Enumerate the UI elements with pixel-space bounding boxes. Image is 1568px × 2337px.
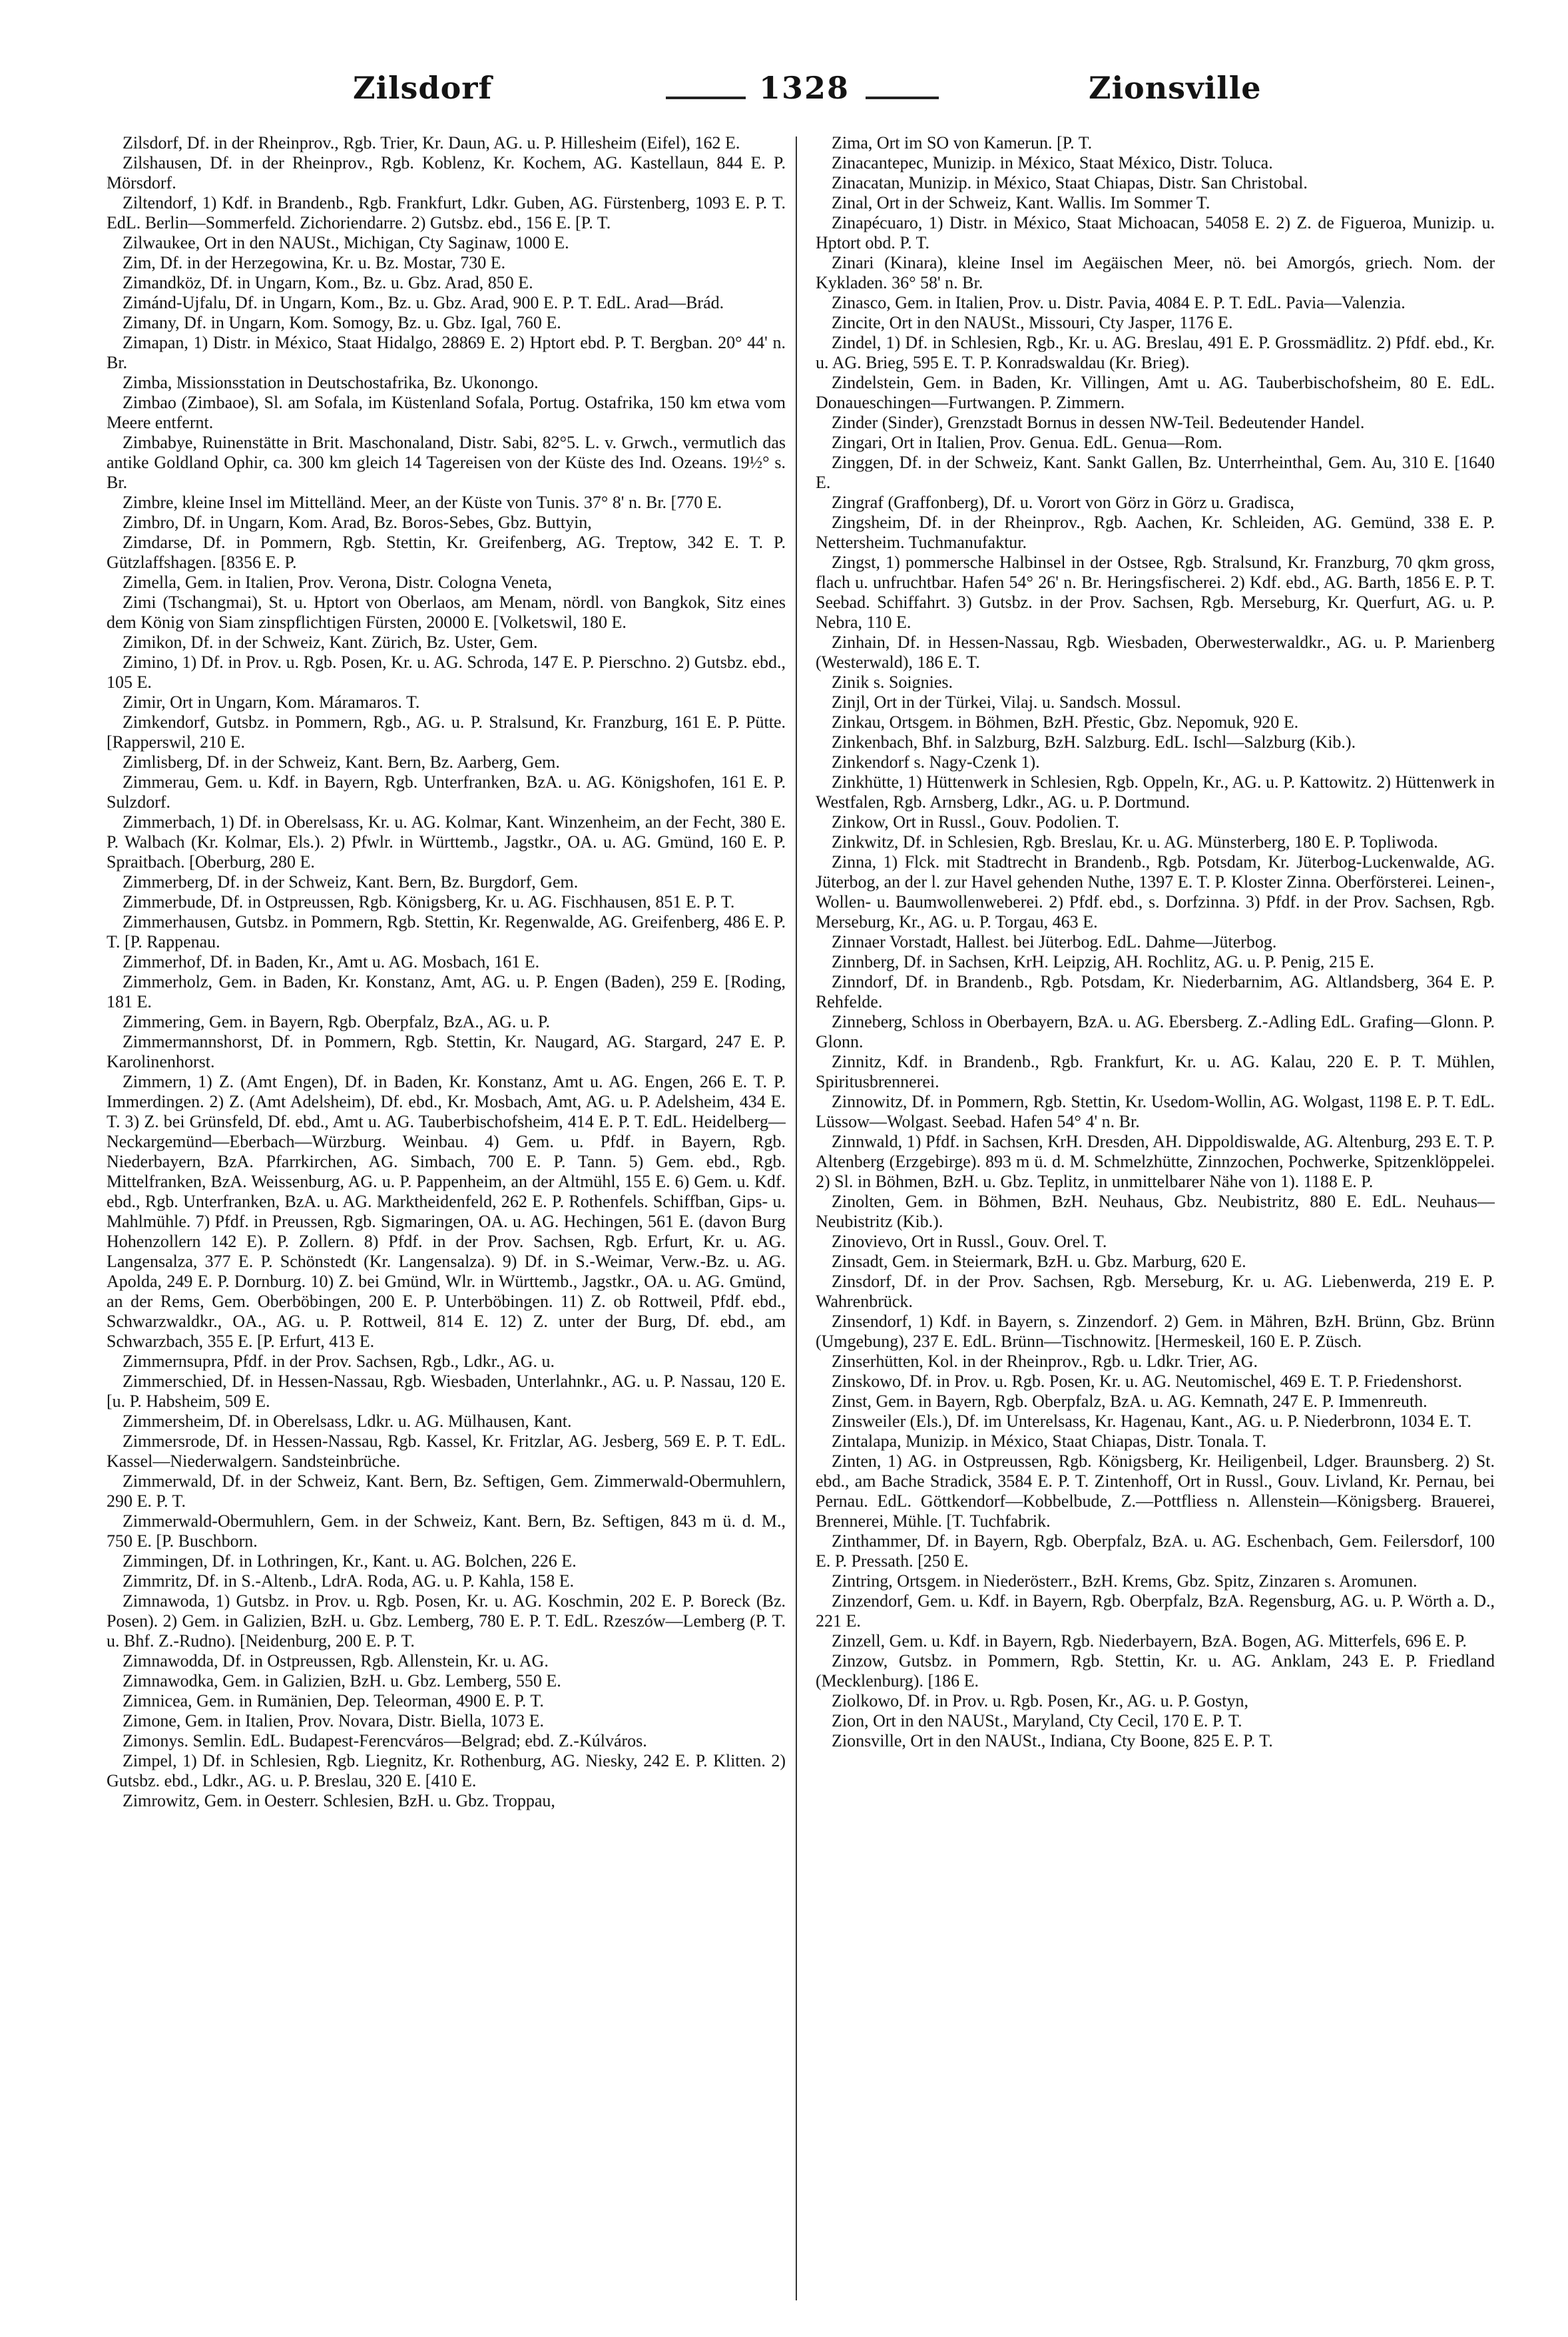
gazetteer-entry: Zimino, 1) Df. in Prov. u. Rgb. Posen, Kr. u. AG. Schroda, 147 E. P. Pierschno. 2) Gutsbz. ebd., 105 E. <box>107 652 786 692</box>
gazetteer-entry: Zimmerbach, 1) Df. in Oberelsass, Kr. u. AG. Kolmar, Kant. Winzenheim, an der Fecht, 380 E. P. Walbach (Kr. Kolmar, Els.). 2) Pfwlr. in Württemb., Jagstkr., OA. u. AG. Gmünd, 160 E. P. Spraitbach. [Oberburg, 280 E. <box>107 812 786 872</box>
gazetteer-entry: Zimbabye, Ruinenstätte in Brit. Maschonaland, Distr. Sabi, 82°5. L. v. Grwch., vermutlich das antike Goldland Ophir, ca. 300 km gleich 14 Tagereisen von der Küste des Ind. Ozeans. 19½° s. Br. <box>107 433 786 492</box>
header-left-word: Zilsdorf <box>353 70 493 106</box>
gazetteer-entry: Zinacantepec, Munizip. in México, Staat México, Distr. Toluca. <box>832 153 1273 172</box>
gazetteer-entry: Zingari, Ort in Italien, Prov. Genua. EdL. Genua—Rom. <box>832 433 1222 452</box>
gazetteer-entry: Zimkendorf, Gutsbz. in Pommern, Rgb., AG. u. P. Stralsund, Kr. Franzburg, 161 E. P. Pütte. [Rapperswil, 210 E. <box>107 712 786 752</box>
gazetteer-entry: Zinsdorf, Df. in der Prov. Sachsen, Rgb. Merseburg, Kr. u. AG. Liebenwerda, 219 E. P. Wahrenbrück. <box>816 1272 1495 1311</box>
header-dash-right <box>866 97 939 99</box>
right-column <box>816 133 1495 2310</box>
gazetteer-entry: Zinsweiler (Els.), Df. im Unterelsass, Kr. Hagenau, Kant., AG. u. P. Niederbronn, 1034 E. T. <box>832 1412 1471 1431</box>
page-number: 1328 <box>759 70 850 106</box>
gazetteer-entry: Zimpel, 1) Df. in Schlesien, Rgb. Liegnitz, Kr. Rothenburg, AG. Niesky, 242 E. P. Klitten. 2) Gutsbz. ebd., Ldkr., AG. u. P. Breslau, 320 E. [410 E. <box>107 1751 786 1790</box>
gazetteer-entry: Zimnawodka, Gem. in Galizien, BzH. u. Gbz. Lemberg, 550 E. <box>123 1671 561 1690</box>
gazetteer-entry: Zimmermannshorst, Df. in Pommern, Rgb. Stettin, Kr. Naugard, AG. Stargard, 247 E. P. Karolinenhorst. <box>107 1032 786 1071</box>
gazetteer-entry: Zimbao (Zimbaoe), Sl. am Sofala, im Küstenland Sofala, Portug. Ostafrika, 150 km etwa vom Meere entfernt. <box>107 393 786 432</box>
gazetteer-entry: Zinggen, Df. in der Schweiz, Kant. Sankt Gallen, Bz. Unterrheinthal, Gem. Au, 310 E. [1640 E. <box>816 453 1495 492</box>
gazetteer-entry: Zim, Df. in der Herzegowina, Kr. u. Bz. Mostar, 730 E. <box>123 253 506 272</box>
gazetteer-entry: Zimmerbude, Df. in Ostpreussen, Rgb. Königsberg, Kr. u. AG. Fischhausen, 851 E. P. T. <box>123 892 735 911</box>
gazetteer-entry: Zilshausen, Df. in der Rheinprov., Rgb. Koblenz, Kr. Kochem, AG. Kastellaun, 844 E. P. Mörsdorf. <box>107 153 786 192</box>
gazetteer-entry: Zinkendorf s. Nagy-Czenk 1). <box>832 752 1040 772</box>
gazetteer-entry: Zinndorf, Df. in Brandenb., Rgb. Potsdam, Kr. Niederbarnim, AG. Altlandsberg, 364 E. P. Rehfelde. <box>816 972 1495 1011</box>
gazetteer-entry: Zinserhütten, Kol. in der Rheinprov., Rgb. u. Ldkr. Trier, AG. <box>832 1352 1258 1371</box>
gazetteer-entry: Zinneberg, Schloss in Oberbayern, BzA. u. AG. Ebersberg. Z.-Adling EdL. Grafing—Glonn. P. Glonn. <box>816 1012 1495 1051</box>
gazetteer-entry: Zimmerhausen, Gutsbz. in Pommern, Rgb. Stettin, Kr. Regenwalde, AG. Greifenberg, 486 E. P. T. [P. Rappenau. <box>107 912 786 951</box>
gazetteer-entry: Zinzendorf, Gem. u. Kdf. in Bayern, Rgb. Oberpfalz, BzA. Regensburg, AG. u. P. Wörth a. D., 221 E. <box>816 1591 1495 1631</box>
page-header <box>0 70 1568 130</box>
gazetteer-entry: Zintring, Ortsgem. in Niederösterr., BzH. Krems, Gbz. Spitz, Zinzaren s. Aromunen. <box>832 1571 1418 1591</box>
gazetteer-entry: Zinthammer, Df. in Bayern, Rgb. Oberpfalz, BzA. u. AG. Eschenbach, Gem. Feilersdorf, 100 E. P. Pressath. [250 E. <box>816 1531 1495 1571</box>
gazetteer-entry: Zilsdorf, Df. in der Rheinprov., Rgb. Trier, Kr. Daun, AG. u. P. Hillesheim (Eifel), 162 E. <box>123 133 740 152</box>
left-column <box>107 133 786 2310</box>
gazetteer-entry: Zinnitz, Kdf. in Brandenb., Rgb. Frankfurt, Kr. u. AG. Kalau, 220 E. P. T. Mühlen, Spiritusbrennerei. <box>816 1052 1495 1091</box>
gazetteer-entry: Zimmerberg, Df. in der Schweiz, Kant. Bern, Bz. Burgdorf, Gem. <box>123 872 579 892</box>
gazetteer-entry: Zimnicea, Gem. in Rumänien, Dep. Teleorman, 4900 E. P. T. <box>123 1691 544 1710</box>
gazetteer-entry: Zimba, Missionsstation in Deutschostafrika, Bz. Ukonongo. <box>123 373 539 392</box>
gazetteer-entry: Zingraf (Graffonberg), Df. u. Vorort von Görz in Görz u. Gradisca, <box>832 493 1294 512</box>
gazetteer-entry: Zinst, Gem. in Bayern, Rgb. Oberpfalz, BzA. u. AG. Kemnath, 247 E. P. Immenreuth. <box>832 1392 1428 1411</box>
gazetteer-entry: Zinnaer Vorstadt, Hallest. bei Jüterbog. EdL. Dahme—Jüterbog. <box>832 932 1277 951</box>
gazetteer-entry: Zimánd-Ujfalu, Df. in Ungarn, Kom., Bz. u. Gbz. Arad, 900 E. P. T. EdL. Arad—Brád. <box>123 293 724 312</box>
gazetteer-entry: Zimandköz, Df. in Ungarn, Kom., Bz. u. Gbz. Arad, 850 E. <box>123 273 533 292</box>
gazetteer-entry: Ziltendorf, 1) Kdf. in Brandenb., Rgb. Frankfurt, Ldkr. Guben, AG. Fürstenberg, 1093 E. P. T. EdL. Berlin—Sommerfeld. Zichoriendarre. 2) Gutsbz. ebd., 156 E. [P. T. <box>107 193 786 232</box>
gazetteer-entry: Zimnawoda, 1) Gutsbz. in Prov. u. Rgb. Posen, Kr. u. AG. Koschmin, 202 E. P. Boreck (Bz. Posen). 2) Gem. in Galizien, BzH. u. Gbz. Lemberg, 780 E. P. T. EdL. Rzeszów—Lemberg (P. T. u. Bhf. Z.-Rudno). [Neidenburg, 200 E. P. T. <box>107 1591 786 1651</box>
gazetteer-entry: Zimone, Gem. in Italien, Prov. Novara, Distr. Biella, 1073 E. <box>123 1711 545 1730</box>
gazetteer-entry: Zinten, 1) AG. in Ostpreussen, Rgb. Königsberg, Kr. Heiligenbeil, Ldger. Braunsberg. 2) St. ebd., am Bache Stradick, 3584 E. P. T. Zintenhoff, Ort in Russl., Gouv. Livland, Kr. Pernau, bei Pernau. EdL. Göttkendorf—Kobbelbude, Z.—Pottfliess n. Allenstein—Königsberg. Brauerei, Brennerei, Mühle. [T. Tuchfabrik. <box>816 1451 1495 1531</box>
column-divider <box>796 136 797 2300</box>
gazetteer-entry: Zionsville, Ort in den NAUSt., Indiana, Cty Boone, 825 E. P. T. <box>832 1731 1273 1750</box>
gazetteer-entry: Zimmern, 1) Z. (Amt Engen), Df. in Baden, Kr. Konstanz, Amt u. AG. Engen, 266 E. T. P. Immerdingen. 2) Z. (Amt Adelsheim), Df. ebd., Kr. Mosbach, Amt, AG. u. P. Adelsheim, 434 E. T. 3) Z. bei Grünsfeld, Df. ebd., Amt u. AG. Tauberbischofsheim, 414 E. P. T. EdL. Heidelberg—Neckargemünd—Eberbach—Würzburg. Weinbau. 4) Gem. u. Pfdf. in Bayern, Rgb. Niederbayern, BzA. Pfarrkirchen, AG. Simbach, 700 E. P. Tann. 5) Gem. ebd., Rgb. Mittelfranken, BzA. Weissenburg, AG. u. P. Pappenheim, an der Altmühl, 155 E. 6) Gem. u. Kdf. ebd., Rgb. Unterfranken, BzA. u. AG. Marktheidenfeld, 262 E. P. Rothenfels. Schiffban, Gips- u. Mahlmühle. 7) Pfdf. in Preussen, Rgb. Sigmaringen, OA. u. AG. Hechingen, 561 E. (davon Burg Hohenzollern 142 E). P. Zollern. 8) Pfdf. in der Prov. Sachsen, Rgb. Erfurt, Kr. u. AG. Langensalza, 377 E. P. Schönstedt (Kr. Langensalza). 9) Df. in S.-Weimar, Verw.-Bz. u. AG. Apolda, 249 E. P. Dornburg. 10) Z. bei Gmünd, Wlr. in Württemb., Jagstkr., OA. u. AG. Gmünd, an der Rems, Gem. Oberböbingen, 200 E. P. Unterböbingen. 11) Z. ob Rottweil, Pfdf. ebd., Schwarzwaldkr., OA., AG. u. P. Rottweil, 814 E. 12) Z. unter der Burg, Df. ebd., am Schwarzbach, 355 E. [P. Erfurt, 413 E. <box>107 1072 786 1351</box>
gazetteer-entry: Zinik s. Soignies. <box>832 672 953 692</box>
gazetteer-entry: Zimi (Tschangmai), St. u. Hptort von Oberlaos, am Menam, nördl. von Bangkok, Sitz eines dem König von Siam zinspflichtigen Fürsten, 20000 E. [Volketswil, 180 E. <box>107 593 786 632</box>
gazetteer-entry: Zimmerholz, Gem. in Baden, Kr. Konstanz, Amt, AG. u. P. Engen (Baden), 259 E. [Roding, 181 E. <box>107 972 786 1011</box>
gazetteer-entry: Zindelstein, Gem. in Baden, Kr. Villingen, Amt u. AG. Tauberbischofsheim, 80 E. EdL. Donaueschingen—Furtwangen. P. Zimmern. <box>816 373 1495 412</box>
gazetteer-entry: Zimany, Df. in Ungarn, Kom. Somogy, Bz. u. Gbz. Igal, 760 E. <box>123 313 561 332</box>
gazetteer-entry: Zimir, Ort in Ungarn, Kom. Máramaros. T. <box>123 692 420 712</box>
gazetteer-entry: Zinzow, Gutsbz. in Pommern, Rgb. Stettin, Kr. u. AG. Anklam, 243 E. P. Friedland (Mecklenburg). [186 E. <box>816 1651 1495 1690</box>
gazetteer-entry: Zimmerwald-Obermuhlern, Gem. in der Schweiz, Kant. Bern, Bz. Seftigen, 843 m ü. d. M., 750 E. [P. Buschborn. <box>107 1511 786 1551</box>
gazetteer-entry: Ziolkowo, Df. in Prov. u. Rgb. Posen, Kr., AG. u. P. Gostyn, <box>832 1691 1248 1710</box>
gazetteer-entry: Zinsadt, Gem. in Steiermark, BzH. u. Gbz. Marburg, 620 E. <box>832 1252 1246 1271</box>
gazetteer-entry: Zinari (Kinara), kleine Insel im Aegäischen Meer, nö. bei Amorgós, griech. Nom. der Kykladen. 36° 58' n. Br. <box>816 253 1495 292</box>
gazetteer-entry: Zinhain, Df. in Hessen-Nassau, Rgb. Wiesbaden, Oberwesterwaldkr., AG. u. P. Marienberg (Westerwald), 186 E. T. <box>816 633 1495 672</box>
gazetteer-entry: Zimmersheim, Df. in Oberelsass, Ldkr. u. AG. Mülhausen, Kant. <box>123 1412 572 1431</box>
gazetteer-entry: Zimmersrode, Df. in Hessen-Nassau, Rgb. Kassel, Kr. Fritzlar, AG. Jesberg, 569 E. P. T. EdL. Kassel—Niederwalgern. Sandsteinbrüche. <box>107 1431 786 1471</box>
gazetteer-entry: Zinkow, Ort in Russl., Gouv. Podolien. T. <box>832 812 1119 832</box>
gazetteer-entry: Zinnowitz, Df. in Pommern, Rgb. Stettin, Kr. Usedom-Wollin, AG. Wolgast, 1198 E. P. T. EdL. Lüssow—Wolgast. Seebad. Hafen 54° 4' n. Br. <box>816 1092 1495 1131</box>
gazetteer-entry: Zinkhütte, 1) Hüttenwerk in Schlesien, Rgb. Oppeln, Kr., AG. u. P. Kattowitz. 2) Hüttenwerk in Westfalen, Rgb. Arnsberg, Ldkr., AG. u. P. Dortmund. <box>816 772 1495 812</box>
gazetteer-entry: Zimmernsupra, Pfdf. in der Prov. Sachsen, Rgb., Ldkr., AG. u. <box>123 1352 555 1371</box>
gazetteer-entry: Zima, Ort im SO von Kamerun. [P. T. <box>832 133 1093 152</box>
gazetteer-entry: Zinkenbach, Bhf. in Salzburg, BzH. Salzburg. EdL. Ischl—Salzburg (Kib.). <box>832 732 1356 752</box>
gazetteer-entry: Zion, Ort in den NAUSt., Maryland, Cty Cecil, 170 E. P. T. <box>832 1711 1242 1730</box>
gazetteer-entry: Zimrowitz, Gem. in Oesterr. Schlesien, BzH. u. Gbz. Troppau, <box>123 1791 555 1810</box>
gazetteer-entry: Zinskowo, Df. in Prov. u. Rgb. Posen, Kr. u. AG. Neutomischel, 469 E. T. P. Friedenshorst. <box>832 1372 1463 1391</box>
gazetteer-entry: Zimmerhof, Df. in Baden, Kr., Amt u. AG. Mosbach, 161 E. <box>123 952 540 971</box>
gazetteer-entry: Zimmering, Gem. in Bayern, Rgb. Oberpfalz, BzA., AG. u. P. <box>123 1012 550 1031</box>
gazetteer-entry: Zinnwald, 1) Pfdf. in Sachsen, KrH. Dresden, AH. Dippoldiswalde, AG. Altenburg, 293 E. T. P. Altenberg (Erzgebirge). 893 m ü. d. M. Schmelzhütte, Zinnzochen, Pochwerke, Spitzenklöppelei. 2) Sl. in Böhmen, BzH. u. Gbz. Teplitz, in unmittelbarer Nähe von 1). 1188 E. P. <box>816 1132 1495 1191</box>
gazetteer-entry: Zimmerschied, Df. in Hessen-Nassau, Rgb. Wiesbaden, Unterlahnkr., AG. u. P. Nassau, 120 E. [u. P. Habsheim, 509 E. <box>107 1372 786 1411</box>
gazetteer-entry: Zimnawodda, Df. in Ostpreussen, Rgb. Allenstein, Kr. u. AG. <box>123 1651 549 1671</box>
gazetteer-entry: Zinolten, Gem. in Böhmen, BzH. Neuhaus, Gbz. Neubistritz, 880 E. EdL. Neuhaus—Neubistritz (Kib.). <box>816 1192 1495 1231</box>
gazetteer-entry: Zimmerwald, Df. in der Schweiz, Kant. Bern, Bz. Seftigen, Gem. Zimmerwald-Obermuhlern, 290 E. P. T. <box>107 1471 786 1511</box>
gazetteer-entry: Zimbro, Df. in Ungarn, Kom. Arad, Bz. Boros-Sebes, Gbz. Buttyin, <box>123 513 592 532</box>
gazetteer-entry: Zimmritz, Df. in S.-Altenb., LdrA. Roda, AG. u. P. Kahla, 158 E. <box>123 1571 575 1591</box>
gazetteer-entry: Zimmingen, Df. in Lothringen, Kr., Kant. u. AG. Bolchen, 226 E. <box>123 1551 577 1571</box>
gazetteer-entry: Zincite, Ort in den NAUSt., Missouri, Cty Jasper, 1176 E. <box>832 313 1233 332</box>
gazetteer-entry: Zinna, 1) Flck. mit Stadtrecht in Brandenb., Rgb. Potsdam, Kr. Jüterbog-Luckenwalde, AG. Jüterbog, an der l. zur Havel gehenden Nuthe, 1397 E. T. P. Kloster Zinna. Oberförsterei. Leinen-, Wollen- u. Baumwollenweberei. 2) Pfdf. ebd., s. Dorfzinna. 3) Pfdf. in der Prov. Sachsen, Rgb. Merseburg, Kr., AG. u. P. Torgau, 463 E. <box>816 852 1495 931</box>
gazetteer-entry: Zinacatan, Munizip. in México, Staat Chiapas, Distr. San Christobal. <box>832 173 1308 192</box>
gazetteer-entry: Zinkwitz, Df. in Schlesien, Rgb. Breslau, Kr. u. AG. Münsterberg, 180 E. P. Topliwoda. <box>832 832 1438 852</box>
gazetteer-entry: Zinovievo, Ort in Russl., Gouv. Orel. T. <box>832 1232 1107 1251</box>
gazetteer-entry: Zinapécuaro, 1) Distr. in México, Staat Michoacan, 54058 E. 2) Z. de Figueroa, Munizip. u. Hptort obd. P. T. <box>816 213 1495 252</box>
gazetteer-entry: Zinkau, Ortsgem. in Böhmen, BzH. Přestic, Gbz. Nepomuk, 920 E. <box>832 712 1299 732</box>
gazetteer-entry: Zimikon, Df. in der Schweiz, Kant. Zürich, Bz. Uster, Gem. <box>123 633 538 652</box>
gazetteer-entry: Zinnberg, Df. in Sachsen, KrH. Leipzig, AH. Rochlitz, AG. u. P. Penig, 215 E. <box>832 952 1374 971</box>
gazetteer-entry: Zimlisberg, Df. in der Schweiz, Kant. Bern, Bz. Aarberg, Gem. <box>123 752 560 772</box>
gazetteer-entry: Zindel, 1) Df. in Schlesien, Rgb., Kr. u. AG. Breslau, 491 E. P. Grossmädlitz. 2) Pfdf. ebd., Kr. u. AG. Brieg, 595 E. T. P. Konradswaldau (Kr. Brieg). <box>816 333 1495 372</box>
gazetteer-entry: Zinjl, Ort in der Türkei, Vilaj. u. Sandsch. Mossul. <box>832 692 1181 712</box>
gazetteer-entry: Zinsendorf, 1) Kdf. in Bayern, s. Zinzendorf. 2) Gem. in Mähren, BzH. Brünn, Gbz. Brünn (Umgebung), 237 E. EdL. Brünn—Tischnowitz. [Hermeskeil, 160 E. P. Züsch. <box>816 1312 1495 1351</box>
gazetteer-entry: Zimapan, 1) Distr. in México, Staat Hidalgo, 28869 E. 2) Hptort ebd. P. T. Bergban. 20° 44' n. Br. <box>107 333 786 372</box>
gazetteer-entry: Zintalapa, Munizip. in México, Staat Chiapas, Distr. Tonala. T. <box>832 1431 1267 1451</box>
gazetteer-entry: Zimella, Gem. in Italien, Prov. Verona, Distr. Cologna Veneta, <box>123 573 553 592</box>
gazetteer-entry: Zinal, Ort in der Schweiz, Kant. Wallis. Im Sommer T. <box>832 193 1210 212</box>
header-right-word: Zionsville <box>1089 70 1262 106</box>
gazetteer-entry: Zingst, 1) pommersche Halbinsel in der Ostsee, Rgb. Stralsund, Kr. Franzburg, 70 qkm gross, flach u. unfruchtbar. Hafen 54° 26' n. Br. Heringsfischerei. 2) Kdf. ebd., AG. Barth, 1856 E. P. T. Seebad. Schiffahrt. 3) Gutsbz. in der Prov. Sachsen, Rgb. Merseburg, Kr. Querfurt, AG. u. P. Nebra, 110 E. <box>816 553 1495 632</box>
gazetteer-entry: Zingsheim, Df. in der Rheinprov., Rgb. Aachen, Kr. Schleiden, AG. Gemünd, 338 E. P. Nettersheim. Tuchmanufaktur. <box>816 513 1495 552</box>
gazetteer-entry: Zimdarse, Df. in Pommern, Rgb. Stettin, Kr. Greifenberg, AG. Treptow, 342 E. T. P. Gützlaffshagen. [8356 E. P. <box>107 533 786 572</box>
gazetteer-entry: Zimmerau, Gem. u. Kdf. in Bayern, Rgb. Unterfranken, BzA. u. AG. Königshofen, 161 E. P. Sulzdorf. <box>107 772 786 812</box>
gazetteer-entry: Zinder (Sinder), Grenzstadt Bornus in dessen NW-Teil. Bedeutender Handel. <box>832 413 1365 432</box>
gazetteer-entry: Zimonys. Semlin. EdL. Budapest-Ferencváros—Belgrad; ebd. Z.-Kúlváros. <box>123 1731 647 1750</box>
gazetteer-entry: Zinasco, Gem. in Italien, Prov. u. Distr. Pavia, 4084 E. P. T. EdL. Pavia—Valenzia. <box>832 293 1406 312</box>
gazetteer-entry: Zilwaukee, Ort in den NAUSt., Michigan, Cty Saginaw, 1000 E. <box>123 233 569 252</box>
header-dash-left <box>666 97 746 99</box>
gazetteer-entry: Zinzell, Gem. u. Kdf. in Bayern, Rgb. Niederbayern, BzA. Bogen, AG. Mitterfels, 696 E. P. <box>832 1631 1467 1651</box>
gazetteer-entry: Zimbre, kleine Insel im Mittelländ. Meer, an der Küste von Tunis. 37° 8' n. Br. [770 E. <box>123 493 722 512</box>
